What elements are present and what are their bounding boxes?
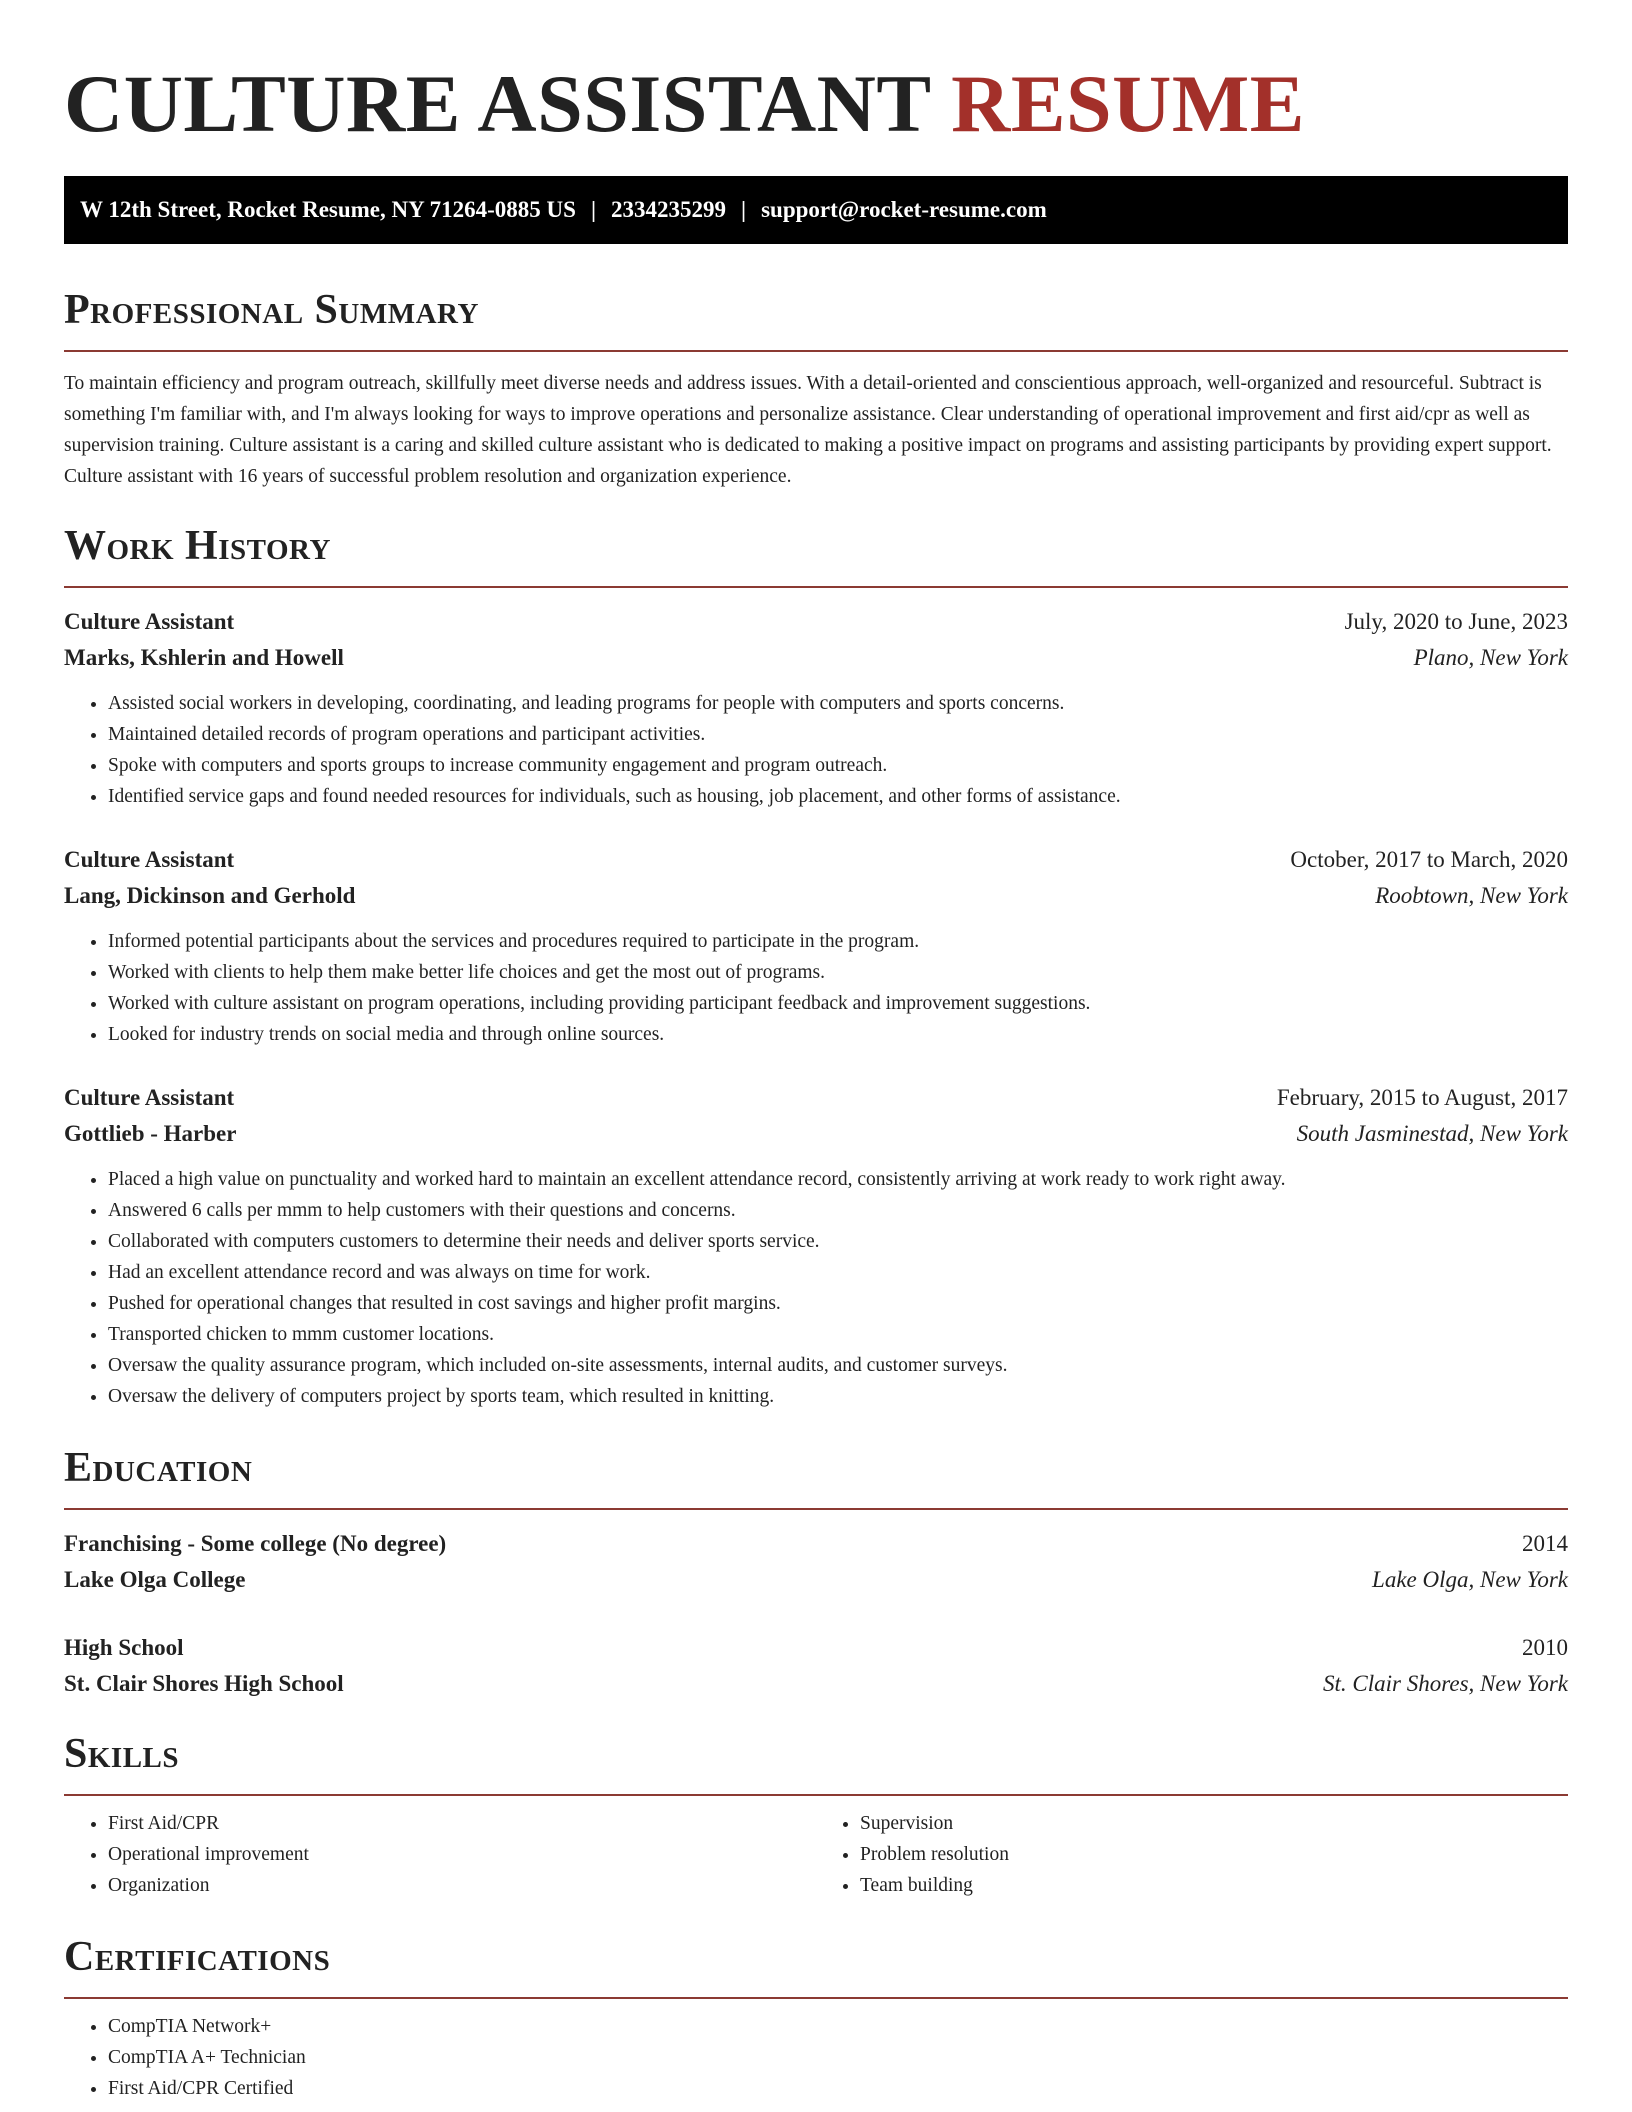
education-school: Lake Olga College [64, 1567, 246, 1592]
section-heading: Certifications [64, 1934, 331, 1980]
contact-separator: | [741, 197, 747, 222]
job-location: Roobtown, New York [1375, 883, 1568, 908]
skill-item: • Team building [860, 1870, 1568, 1901]
skill-item: • Supervision [860, 1808, 1568, 1839]
job-company-row [64, 878, 1568, 914]
section-divider [64, 350, 1568, 352]
education-degree-row [64, 1630, 1568, 1666]
job-company-row [64, 640, 1568, 676]
resume-title [64, 56, 1568, 152]
certifications-section [64, 1931, 1568, 2104]
summary-text: To maintain efficiency and program outreach, skillfully meet diverse needs and address issues. With a detail-oriented and conscientious approach, well-organized and resourceful. Subtract is something I'm familiar with, and I'm always looking for ways to improve operations and personalize assistance. Clear understanding of operational improvement and first aid/cpr as well as supervision training. Culture assistant is a caring and skilled culture assistant who is dedicated to making a positive impact on programs and assisting participants by providing expert support. Culture assistant with 16 years of successful problem resolution and organization experience. [64, 373, 1552, 487]
education-section [64, 1442, 1568, 1702]
skills-section [64, 1728, 1568, 1901]
section-divider [64, 1508, 1568, 1510]
job-bullets [64, 1164, 1568, 1412]
job-header-row [64, 1080, 1568, 1116]
section-divider [64, 586, 1568, 588]
job-header-row [64, 604, 1568, 640]
section-heading: Education [64, 1445, 253, 1491]
job-bullet: • Answered 6 calls per mmm to help customers with their questions and concerns. [108, 1195, 1568, 1226]
job-title: Culture Assistant [64, 609, 235, 634]
job-bullet: • Oversaw the quality assurance program, which included on-site assessments, internal audits, and customer surveys. [108, 1350, 1568, 1381]
job-entry [64, 842, 1568, 1050]
job-bullet: • Oversaw the delivery of computers project by sports team, which resulted in knitting. [108, 1381, 1568, 1412]
job-company-row [64, 1116, 1568, 1152]
contact-email: support@rocket-resume.com [761, 197, 1047, 222]
certification-item: • First Aid/CPR Certified [108, 2073, 1568, 2104]
skills-list-left [64, 1808, 816, 1901]
job-bullet: • Transported chicken to mmm customer locations. [108, 1319, 1568, 1350]
section-divider [64, 1997, 1568, 1999]
job-dates: October, 2017 to March, 2020 [1290, 847, 1568, 872]
skills-list-right [816, 1808, 1568, 1901]
education-school: St. Clair Shores High School [64, 1671, 344, 1696]
education-degree-row [64, 1526, 1568, 1562]
certification-item: • CompTIA Network+ [108, 2011, 1568, 2042]
education-entry [64, 1630, 1568, 1702]
job-dates: February, 2015 to August, 2017 [1276, 1085, 1568, 1110]
job-title: Culture Assistant [64, 1085, 235, 1110]
education-location: St. Clair Shores, New York [1323, 1671, 1568, 1696]
skill-item: • Organization [108, 1870, 816, 1901]
job-dates: July, 2020 to June, 2023 [1344, 609, 1568, 634]
job-bullet: • Worked with culture assistant on program operations, including providing participant feedback and improvement suggestions. [108, 988, 1568, 1019]
education-school-row [64, 1666, 1568, 1702]
job-company: Marks, Kshlerin and Howell [64, 645, 344, 670]
section-divider [64, 1794, 1568, 1796]
contact-phone: 2334235299 [611, 197, 727, 222]
job-bullet: • Identified service gaps and found needed resources for individuals, such as housing, job placement, and other forms of assistance. [108, 781, 1568, 812]
summary-section [64, 284, 1568, 492]
job-bullet: • Worked with clients to help them make better life choices and get the most out of programs. [108, 957, 1568, 988]
job-bullet: • Collaborated with computers customers to determine their needs and deliver sports service. [108, 1226, 1568, 1257]
contact-separator: | [590, 197, 597, 222]
education-year: 2010 [1522, 1635, 1568, 1660]
contact-bar [64, 176, 1568, 244]
skill-item: • First Aid/CPR [108, 1808, 816, 1839]
skill-item: • Operational improvement [108, 1839, 816, 1870]
job-bullets [64, 688, 1568, 812]
job-bullet: • Informed potential participants about the services and procedures required to participate in the program. [108, 926, 1568, 957]
education-school-row [64, 1562, 1568, 1598]
education-degree: High School [64, 1635, 184, 1660]
job-bullet: • Placed a high value on punctuality and worked hard to maintain an excellent attendance record, consistently arriving at work ready to work right away. [108, 1164, 1568, 1195]
education-location: Lake Olga, New York [1372, 1567, 1568, 1592]
certification-item: • CompTIA A+ Technician [108, 2042, 1568, 2073]
job-bullets [64, 926, 1568, 1050]
education-degree: Franchising - Some college (No degree) [64, 1531, 447, 1556]
job-header-row [64, 842, 1568, 878]
section-heading: Professional Summary [64, 287, 479, 333]
job-bullet: • Had an excellent attendance record and was always on time for work. [108, 1257, 1568, 1288]
title-main: CULTURE ASSISTANT [64, 58, 931, 149]
job-bullet: • Pushed for operational changes that resulted in cost savings and higher profit margins. [108, 1288, 1568, 1319]
job-company: Gottlieb - Harber [64, 1121, 237, 1146]
job-location: Plano, New York [1413, 645, 1568, 670]
contact-address: W 12th Street, Rocket Resume, NY 71264-0885 US [80, 197, 576, 222]
education-year: 2014 [1522, 1531, 1568, 1556]
job-bullet: • Assisted social workers in developing, coordinating, and leading programs for people with computers and sports concerns. [108, 688, 1568, 719]
skills-grid [64, 1808, 1568, 1901]
job-location: South Jasminestad, New York [1296, 1121, 1568, 1146]
title-accent: RESUME [951, 58, 1305, 149]
job-company: Lang, Dickinson and Gerhold [64, 883, 356, 908]
job-bullet: • Looked for industry trends on social media and through online sources. [108, 1019, 1568, 1050]
education-entry [64, 1526, 1568, 1598]
section-heading: Skills [64, 1731, 180, 1777]
skill-item: • Problem resolution [860, 1839, 1568, 1870]
job-entry [64, 604, 1568, 812]
job-entry [64, 1080, 1568, 1412]
job-bullet: • Spoke with computers and sports groups to increase community engagement and program outreach. [108, 750, 1568, 781]
work-history-section [64, 520, 1568, 1412]
job-bullet: • Maintained detailed records of program operations and participant activities. [108, 719, 1568, 750]
section-heading: Work History [64, 523, 331, 569]
certifications-list [64, 2011, 1568, 2104]
job-title: Culture Assistant [64, 847, 235, 872]
